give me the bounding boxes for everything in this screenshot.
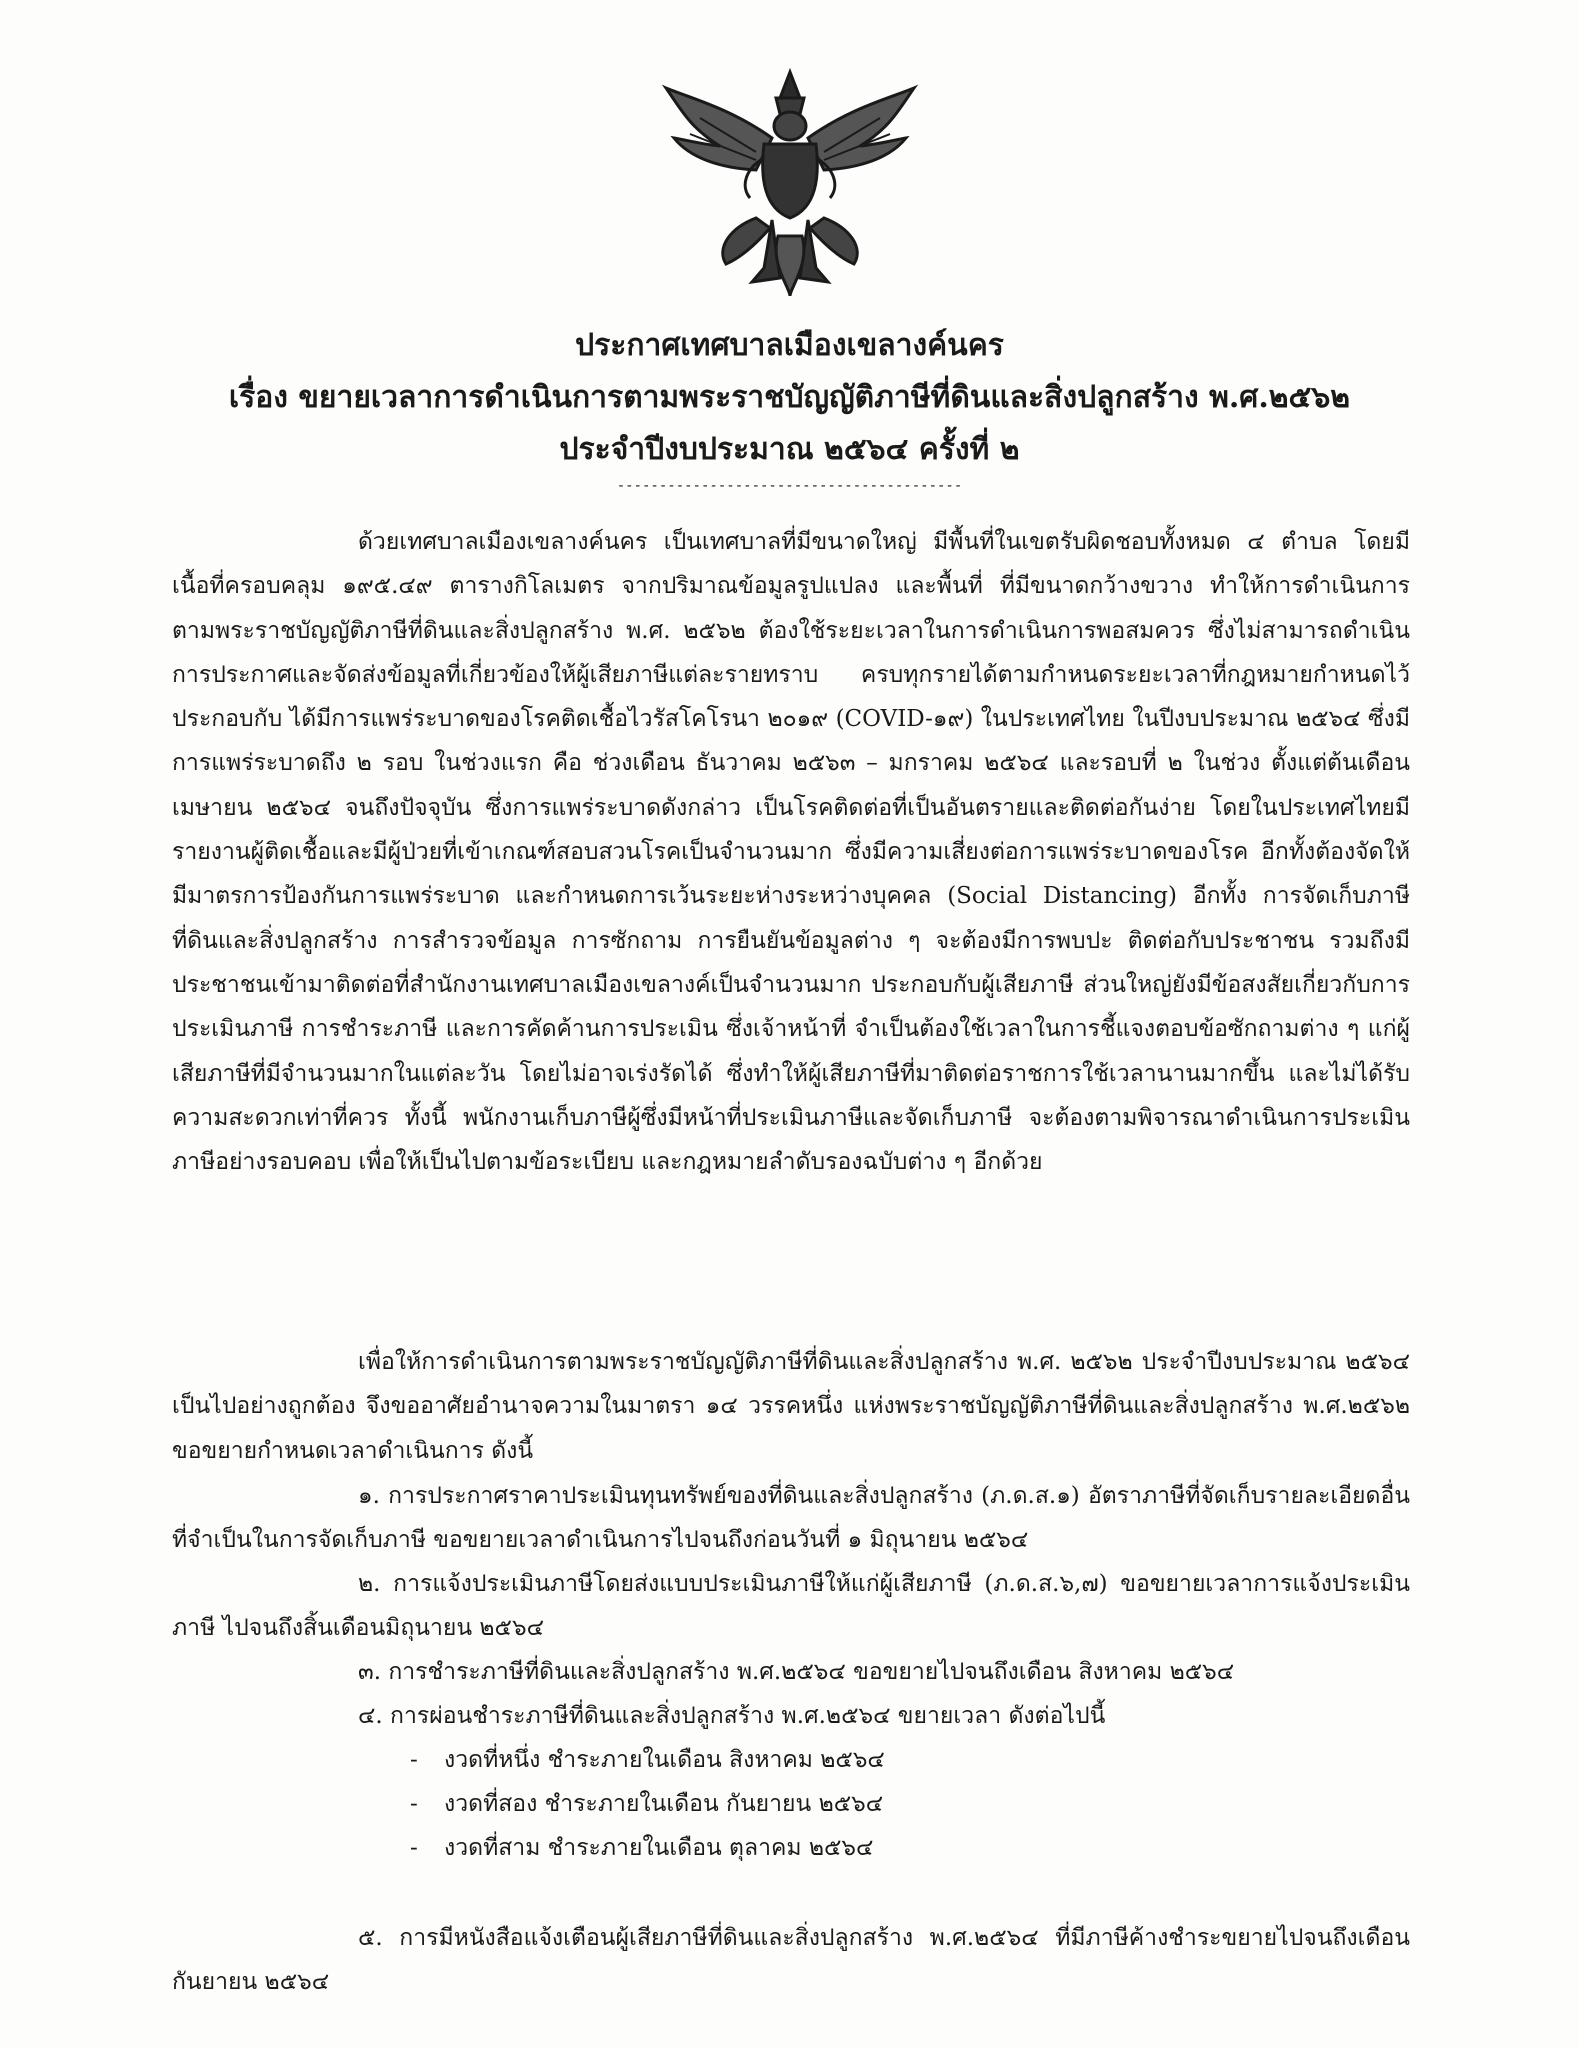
installment-item <box>410 1782 883 1826</box>
installment-text: งวดที่หนึ่ง ชำระภายในเดือน สิงหาคม ๒๕๖๔ <box>444 1747 885 1773</box>
list-dash: - <box>410 1835 418 1861</box>
installment-text: งวดที่สาม ชำระภายในเดือน ตุลาคม ๒๕๖๔ <box>444 1835 874 1861</box>
paragraph-authority: เพื่อให้การดำเนินการตามพระราชบัญญัติภาษีที่ดินและสิ่งปลูกสร้าง พ.ศ. ๒๕๖๒ ประจำปีงบประมาณ ๒๕๖๔ เป็นไปอย่างถูกต้อง จึงขออาศัยอำนาจความในมาตรา ๑๔ วรรคหนึ่ง แห่งพระราชบัญญัติภาษีที่ดินและสิ่งปลูกสร้าง พ.ศ.๒๕๖๒ ขอขยายกำหนดเวลาดำเนินการ ดังนี้ <box>172 1349 1410 1464</box>
announcement-subject: เรื่อง ขยายเวลาการดำเนินการตามพระราชบัญญัติภาษีที่ดินและสิ่งปลูกสร้าง พ.ศ.๒๕๖๒ <box>228 380 1351 415</box>
announcement-fiscal-year: ประจำปีงบประมาณ ๒๕๖๔ ครั้งที่ ๒ <box>559 432 1020 467</box>
list-item-announce-valuation: ๑. การประกาศราคาประเมินทุนทรัพย์ของที่ดินและสิ่งปลูกสร้าง (ภ.ด.ส.๑) อัตราภาษีที่จัดเก็บรายละเอียดอื่นที่จำเป็นในการจัดเก็บภาษี ขอขยายเวลาดำเนินการไปจนถึงก่อนวันที่ ๑ มิถุนายน ๒๕๖๔ <box>172 1483 1410 1554</box>
installment-item <box>410 1826 873 1870</box>
list-item-installments: ๔. การผ่อนชำระภาษีที่ดินและสิ่งปลูกสร้าง พ.ศ.๒๕๖๔ ขยายเวลา ดังต่อไปนี้ <box>358 1703 1106 1729</box>
list-dash: - <box>410 1747 418 1773</box>
list-item-tax-payment: ๓. การชำระภาษีที่ดินและสิ่งปลูกสร้าง พ.ศ.๒๕๖๔ ขอขยายไปจนถึงเดือน สิงหาคม ๒๕๖๔ <box>358 1659 1235 1685</box>
list-item-notify-assessment: ๒. การแจ้งประเมินภาษีโดยส่งแบบประเมินภาษีให้แก่ผู้เสียภาษี (ภ.ด.ส.๖,๗) ขอขยายเวลาการแจ้งประเมินภาษี ไปจนถึงสิ้นเดือนมิถุนายน ๒๕๖๔ <box>172 1571 1410 1642</box>
list-dash: - <box>410 1791 418 1817</box>
list-item-overdue-notice: ๕. การมีหนังสือแจ้งเตือนผู้เสียภาษีที่ดินและสิ่งปลูกสร้าง พ.ศ.๒๕๖๔ ที่มีภาษีค้างชำระขยายไปจนถึงเดือน กันยายน ๒๕๖๔ <box>172 1925 1410 1996</box>
garuda-emblem-icon <box>660 68 920 298</box>
installment-text: งวดที่สอง ชำระภายในเดือน กันยายน ๒๕๖๔ <box>444 1791 884 1817</box>
title-divider: ----------------------------------------- <box>616 478 963 494</box>
announcement-title: ประกาศเทศบาลเมืองเขลางค์นคร <box>575 328 1004 363</box>
paragraph-reason: ด้วยเทศบาลเมืองเขลางค์นคร เป็นเทศบาลที่มีขนาดใหญ่ มีพื้นที่ในเขตรับผิดชอบทั้งหมด ๔ ตำบล โดยมีเนื้อที่ครอบคลุม ๑๙๕.๔๙ ตารางกิโลเมตร จากปริมาณข้อมูลรูปแปลง และพื้นที่ ที่มีขนาดกว้างขวาง ทำให้การดำเนินการตามพระราชบัญญัติภาษีที่ดินและสิ่งปลูกสร้าง พ.ศ. ๒๕๖๒ ต้องใช้ระยะเวลาในการดำเนินการพอสมควร ซึ่งไม่สามารถดำเนินการประกาศและจัดส่งข้อมูลที่เกี่ยวข้องให้ผู้เสียภาษีแต่ละรายทราบ ครบทุกรายได้ตามกำหนดระยะเวลาที่กฎหมายกำหนดไว้ ประกอบกับ ได้มีการแพร่ระบาดของโรคติดเชื้อไวรัสโคโรนา ๒๐๑๙ (COVID-๑๙) ในประเทศไทย ในปีงบประมาณ ๒๕๖๔ ซึ่งมีการแพร่ระบาดถึง ๒ รอบ ในช่วงแรก คือ ช่วงเดือน ธันวาคม ๒๕๖๓ – มกราคม ๒๕๖๔ และรอบที่ ๒ ในช่วง ตั้งแต่ต้นเดือนเมษายน ๒๕๖๔ จนถึงปัจจุบัน ซึ่งการแพร่ระบาดดังกล่าว เป็นโรคติดต่อที่เป็นอันตรายและติดต่อกันง่าย โดยในประเทศไทยมีรายงานผู้ติดเชื้อและมีผู้ป่วยที่เข้าเกณฑ์สอบสวนโรคเป็นจำนวนมาก ซึ่งมีความเสี่ยงต่อการแพร่ระบาดของโรค อีกทั้งต้องจัดให้มีมาตรการป้องกันการแพร่ระบาด และกำหนดการเว้นระยะห่างระหว่างบุคคล (Social Distancing) อีกทั้ง การจัดเก็บภาษีที่ดินและสิ่งปลูกสร้าง การสำรวจข้อมูล การซักถาม การยืนยันข้อมูลต่าง ๆ จะต้องมีการพบปะ ติดต่อกับประชาชน รวมถึงมีประชาชนเข้ามาติดต่อที่สำนักงานเทศบาลเมืองเขลางค์เป็นจำนวนมาก ประกอบกับผู้เสียภาษี ส่วนใหญ่ยังมีข้อสงสัยเกี่ยวกับการประเมินภาษี การชำระภาษี และการคัดค้านการประเมิน ซึ่งเจ้าหน้าที่ จำเป็นต้องใช้เวลาในการชี้แจงตอบข้อซักถามต่าง ๆ แก่ผู้เสียภาษีที่มีจำนวนมากในแต่ละวัน โดยไม่อาจเร่งรัดได้ ซึ่งทำให้ผู้เสียภาษีที่มาติดต่อราชการใช้เวลานานมากขึ้น และไม่ได้รับความสะดวกเท่าที่ควร ทั้งนี้ พนักงานเก็บภาษีผู้ซึ่งมีหน้าที่ประเมินภาษีและจัดเก็บภาษี จะต้องตามพิจารณาดำเนินการประเมินภาษีอย่างรอบคอบ เพื่อให้เป็นไปตามข้อระเบียบ และกฎหมายลำดับรองฉบับต่าง ๆ อีกด้วย <box>172 529 1410 1176</box>
installment-item <box>410 1738 885 1782</box>
